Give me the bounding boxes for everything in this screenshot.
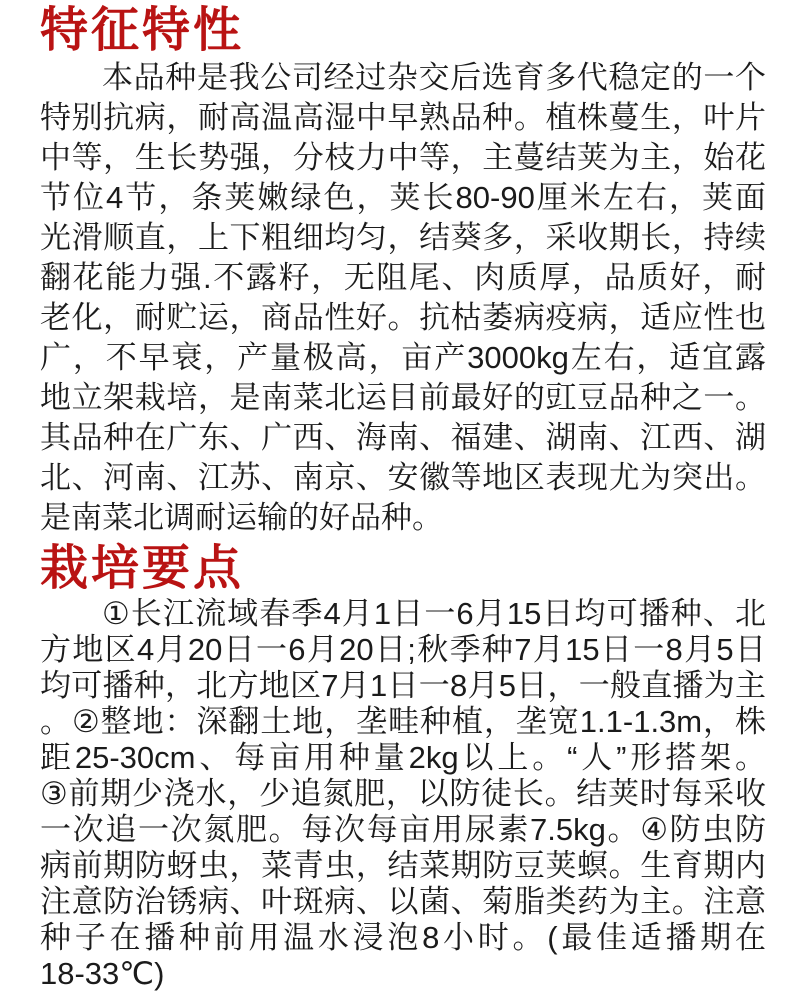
text-line: 广，不早衰，产量极高，亩产3000kg左右，适宜露 (40, 340, 766, 375)
text-line: 均可播种，北方地区7月1日一8月5日，一般直播为主 (40, 668, 766, 703)
text-line: 老化，耐贮运，商品性好。抗枯萎病疫病，适应性也 (40, 300, 766, 335)
text-line: 节位4节，条荚嫩绿色，荚长80-90厘米左右，荚面 (40, 180, 766, 215)
characteristics-heading: 特征特性 (40, 2, 245, 58)
text-line: 中等，生长势强，分枝力中等，主蔓结荚为主，始花 (40, 140, 766, 175)
text-line: 方地区4月20日一6月20日;秋季种7月15日一8月5日 (40, 632, 766, 667)
text-line: 翻花能力强.不露籽，无阻尾、肉质厚，品质好，耐 (40, 260, 766, 295)
text-line: 18-33℃) (40, 956, 165, 991)
cultivation-points-heading: 栽培要点 (40, 540, 245, 596)
text-line: 光滑顺直，上下粗细均匀，结葵多，采收期长，持续 (40, 220, 766, 255)
section-cultivation-points (40, 540, 766, 992)
text-line: 病前期防蚜虫，菜青虫，结菜期防豆荚螟。生育期内 (40, 848, 766, 883)
text-line: 一次追一次氮肥。每次每亩用尿素7.5kg。④防虫防 (40, 812, 766, 847)
section-characteristics (40, 2, 766, 538)
text-line: 特别抗病，耐高温高湿中早熟品种。植株蔓生，叶片 (40, 100, 766, 135)
text-line: ①长江流域春季4月1日一6月15日均可播种、北 (102, 596, 766, 631)
text-line: 注意防治锈病、叶斑病、以菌、菊脂类药为主。注意 (40, 884, 766, 919)
text-line: 种子在播种前用温水浸泡8小时。(最佳适播期在 (40, 920, 766, 955)
text-line: 北、河南、江苏、南京、安徽等地区表现尤为突出。 (40, 460, 766, 495)
text-line: 地立架栽培，是南菜北运目前最好的豇豆品种之一。 (40, 380, 766, 415)
text-line: 其品种在广东、广西、海南、福建、湖南、江西、湖 (40, 420, 766, 455)
cultivation-points-body (40, 596, 766, 992)
text-line: 是南菜北调耐运输的好品种。 (40, 500, 443, 535)
text-line: 。②整地：深翻土地，垄畦种植，垄宽1.1-1.3m，株 (40, 704, 766, 739)
characteristics-body (40, 58, 766, 538)
text-line: ③前期少浇水，少追氮肥，以防徒长。结荚时每采收 (40, 776, 766, 811)
text-line: 本品种是我公司经过杂交后选育多代稳定的一个 (102, 60, 766, 95)
text-line: 距25-30cm、每亩用种量2kg以上。“人”形搭架。 (40, 740, 766, 775)
